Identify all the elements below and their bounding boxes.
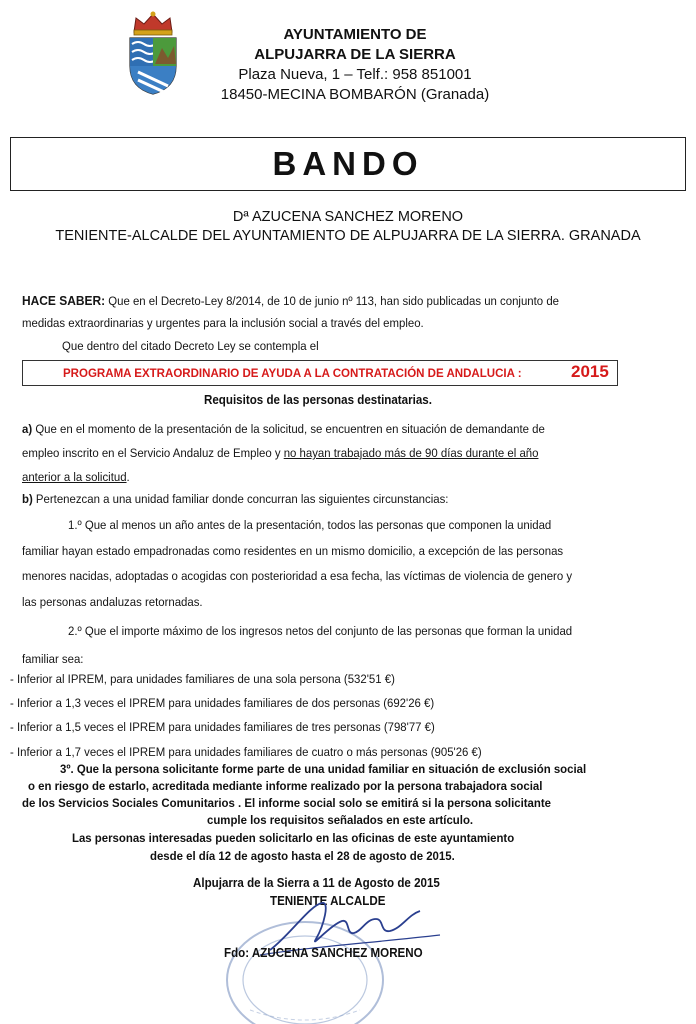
item-a-end: .	[126, 470, 130, 484]
interest-line-1: Las personas interesadas pueden solicitarlo en las oficinas de este ayuntamiento	[72, 831, 515, 845]
point-1-line-4: las personas andaluzas retornadas.	[22, 595, 203, 609]
point-1-line-3: menores nacidas, adoptadas o acogidas con posterioridad a esa fecha, las víctimas de violencia de genero y	[22, 569, 573, 583]
program-year: 2015	[571, 362, 609, 381]
item-a-line-2	[22, 442, 538, 464]
interest-line-2: desde el día 12 de agosto hasta el 28 de agosto de 2015.	[150, 849, 455, 863]
hace-saber-text-2: medidas extraordinarias y urgentes para la inclusión social a través del empleo.	[22, 316, 424, 330]
official-name: Dª AZUCENA SANCHEZ MORENO	[232, 209, 464, 225]
list-item: - Inferior a 1,5 veces el IPREM para unidades familiares de tres personas (798'77 €)	[10, 720, 435, 734]
place-date: Alpujarra de la Sierra a 11 de Agosto de 2015	[193, 876, 440, 890]
point-1-line-1: 1.º Que al menos un año antes de la presentación, todos las personas que componen la unidad	[68, 518, 552, 532]
list-item: - Inferior al IPREM, para unidades familiares de una sola persona (532'51 €)	[10, 672, 395, 686]
point-3-line-1: 3º. Que la persona solicitante forme parte de una unidad familiar en situación de exclusión social	[60, 762, 587, 776]
point-3-line-3: de los Servicios Sociales Comunitarios . El informe social solo se emitirá si la persona solicitante	[22, 796, 551, 810]
hace-saber-paragraph	[22, 290, 559, 312]
item-a-line-1	[22, 418, 545, 440]
official-role: TENIENTE-ALCALDE DEL AYUNTAMIENTO DE ALPUJARRA DE LA SIERRA. GRANADA	[55, 228, 641, 244]
requirements-title: Requisitos de las personas destinatarias.	[204, 393, 432, 407]
title-box	[10, 137, 686, 191]
header-line-2: ALPUJARRA DE LA SIERRA	[254, 46, 456, 63]
header-city: 18450-MECINA BOMBARÓN (Granada)	[220, 86, 490, 103]
point-2-line-1: 2.º Que el importe máximo de los ingresos netos del conjunto de las personas que forman la unidad	[68, 624, 573, 638]
point-2-line-2: familiar sea:	[22, 652, 84, 666]
item-a-text-1: Que en el momento de la presentación de la solicitud, se encuentren en situación de demandante de	[32, 422, 545, 436]
point-3-line-2: o en riesgo de estarlo, acreditada mediante informe realizado por la persona trabajadora social	[28, 779, 543, 793]
program-box	[22, 360, 618, 386]
page-title: BANDO	[272, 145, 424, 182]
list-item: - Inferior a 1,3 veces el IPREM para unidades familiares de dos personas (692'26 €)	[10, 696, 435, 710]
item-b-label: b)	[22, 492, 33, 506]
signer-role: TENIENTE ALCALDE	[270, 894, 386, 908]
item-a-underlined-2: no hayan trabajado más de 90 días durante el año	[283, 446, 539, 460]
list-item: - Inferior a 1,7 veces el IPREM para unidades familiares de cuatro o más personas (905'26 €)	[10, 745, 482, 759]
item-a-label: a)	[22, 422, 33, 436]
header-address: Plaza Nueva, 1 – Telf.: 958 851001	[238, 66, 472, 83]
header-line-1: AYUNTAMIENTO DE	[283, 26, 427, 43]
signer-name: Fdo: AZUCENA SANCHEZ MORENO	[224, 946, 423, 960]
program-label: PROGRAMA EXTRAORDINARIO DE AYUDA A LA CONTRATACIÓN DE ANDALUCIA :	[63, 366, 522, 380]
item-a-line-3	[22, 466, 130, 488]
dentro-text: Que dentro del citado Decreto Ley se contempla el	[62, 339, 319, 353]
item-a-underlined-3: anterior a la solicitud	[22, 470, 127, 484]
item-b-text: Pertenezcan a una unidad familiar donde concurran las siguientes circunstancias:	[32, 492, 449, 506]
item-b-line	[22, 488, 448, 510]
hace-saber-label: HACE SABER:	[22, 293, 106, 308]
item-a-text-2: empleo inscrito en el Servicio Andaluz de Empleo y	[22, 446, 284, 460]
hace-saber-text: Que en el Decreto-Ley 8/2014, de 10 de junio nº 113, han sido publicadas un conjunto de	[105, 294, 560, 308]
municipal-crest-icon	[122, 8, 184, 96]
point-1-line-2: familiar hayan estado empadronadas como residentes en un mismo domicilio, a excepción de las personas	[22, 544, 564, 558]
point-3-line-4: cumple los requisitos señalados en este artículo.	[207, 813, 474, 827]
